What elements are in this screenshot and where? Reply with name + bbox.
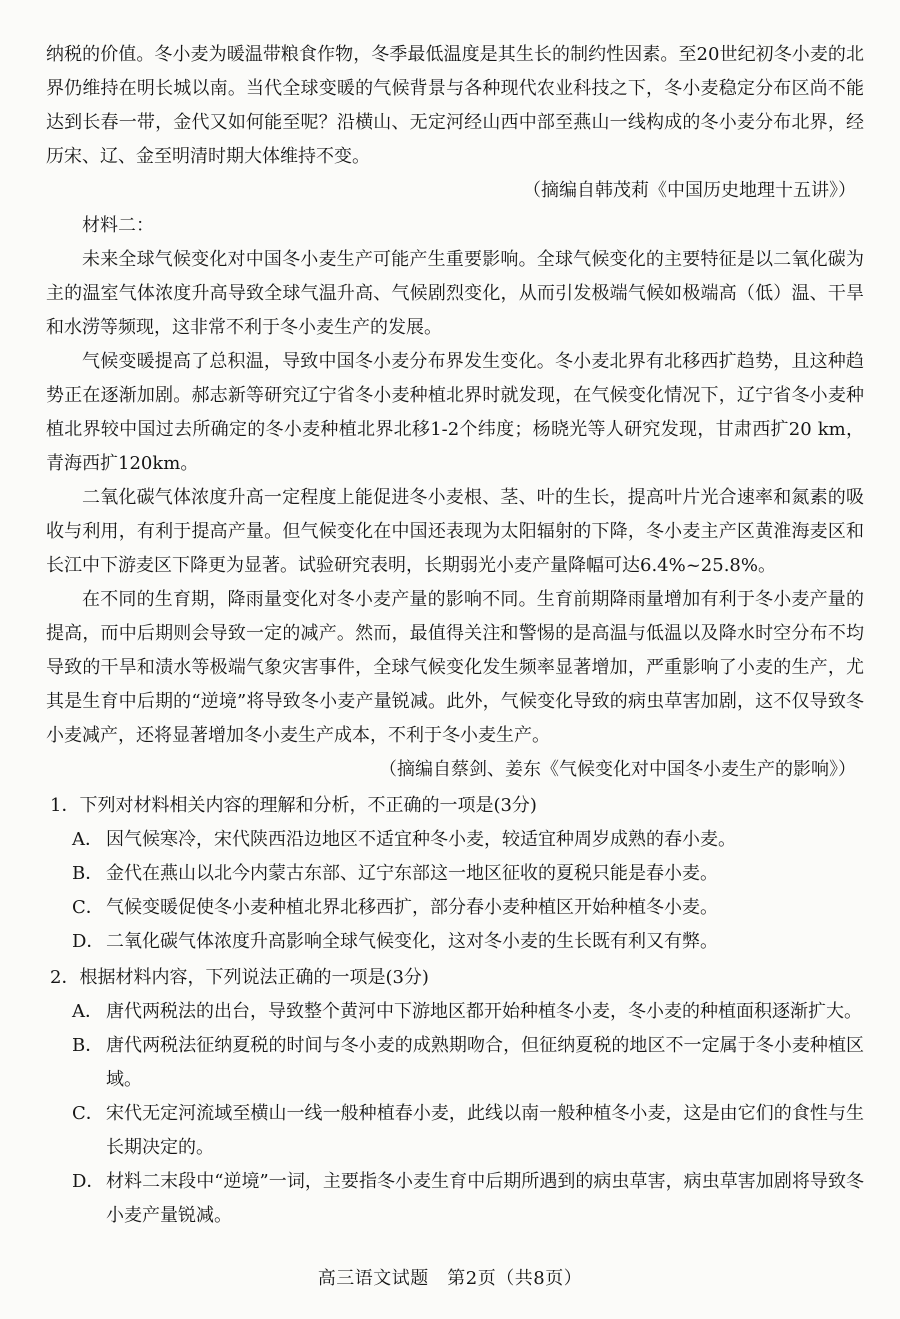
question-2-option-c[interactable] xyxy=(46,1097,864,1165)
question-1-stem: 1．下列对材料相关内容的理解和分析，不正确的一项是(3分) xyxy=(50,795,537,816)
page-footer: 高三语文试题 第2页（共8页） xyxy=(317,1268,583,1289)
question-1-option-c[interactable] xyxy=(46,891,864,925)
option-letter: B． xyxy=(72,1035,104,1056)
material2-heading: 材料二： xyxy=(82,215,154,236)
material1-source: （摘编自韩茂莉《中国历史地理十五讲》） xyxy=(523,180,856,201)
question-2-option-d[interactable] xyxy=(46,1165,864,1233)
material2-paragraph: 在不同的生育期，降雨量变化对冬小麦产量的影响不同。生育前期降雨量增加有利于冬小麦产量的提高，而中后期则会导致一定的减产。然而，最值得关注和警惕的是高温与低温以及降水时空分布不均导致的干旱和渍水等极端气象灾害事件，全球气候变化发生频率显著增加，严重影响了小麦的生产，尤其是生育中后期的“逆境”将导致冬小麦产量锐减。此外，气候变化导致的病虫草害加剧，这不仅导致冬小麦减产，还将显著增加冬小麦生产成本，不利于冬小麦生产。 xyxy=(46,589,864,746)
option-letter: C． xyxy=(72,1103,104,1124)
option-letter: D． xyxy=(72,931,105,952)
question-2-option-a[interactable] xyxy=(46,995,864,1029)
option-text: 金代在燕山以北今内蒙古东部、辽宁东部这一地区征收的夏税只能是春小麦。 xyxy=(106,863,718,884)
question-1-option-b[interactable] xyxy=(46,857,864,891)
option-text: 材料二末段中“逆境”一词，主要指冬小麦生育中后期所遇到的病虫草害，病虫草害加剧将导致冬小麦产量锐减。 xyxy=(106,1171,864,1226)
question-2-option-b[interactable] xyxy=(46,1029,864,1097)
exam-page xyxy=(46,38,864,1233)
option-letter: C． xyxy=(72,897,104,918)
material2-paragraph: 未来全球气候变化对中国冬小麦生产可能产生重要影响。全球气候变化的主要特征是以二氧化碳为主的温室气体浓度升高导致全球气温升高、气候剧烈变化，从而引发极端气候如极端高（低）温、干旱和水涝等频现，这非常不利于冬小麦生产的发展。 xyxy=(46,249,864,338)
option-letter: D． xyxy=(72,1171,105,1192)
option-letter: B． xyxy=(72,863,104,884)
question-1 xyxy=(46,789,864,959)
material2-paragraph: 气候变暖提高了总积温，导致中国冬小麦分布界发生变化。冬小麦北界有北移西扩趋势，且这种趋势正在逐渐加剧。郝志新等研究辽宁省冬小麦种植北界时就发现，在气候变化情况下，辽宁省冬小麦种植北界较中国过去所确定的冬小麦种植北界北移1-2个纬度；杨晓光等人研究发现，甘肃西扩20 km，青海西扩120km。 xyxy=(46,351,864,474)
option-text: 二氧化碳气体浓度升高影响全球气候变化，这对冬小麦的生长既有利又有弊。 xyxy=(106,931,718,952)
question-1-option-d[interactable] xyxy=(46,925,864,959)
option-text: 气候变暖促使冬小麦种植北界北移西扩，部分春小麦种植区开始种植冬小麦。 xyxy=(106,897,718,918)
option-text: 唐代两税法征纳夏税的时间与冬小麦的成熟期吻合，但征纳夏税的地区不一定属于冬小麦种植区域。 xyxy=(106,1035,864,1090)
material2-paragraph: 二氧化碳气体浓度升高一定程度上能促进冬小麦根、茎、叶的生长，提高叶片光合速率和氮素的吸收与利用，有利于提高产量。但气候变化在中国还表现为太阳辐射的下降，冬小麦主产区黄淮海麦区和长江中下游麦区下降更为显著。试验研究表明，长期弱光小麦产量降幅可达6.4%~25.8%。 xyxy=(46,487,864,576)
option-letter: A． xyxy=(72,1001,103,1022)
question-1-option-a[interactable] xyxy=(46,823,864,857)
question-2-stem: 2．根据材料内容，下列说法正确的一项是(3分) xyxy=(50,967,429,988)
option-text: 宋代无定河流域至横山一线一般种植春小麦，此线以南一般种植冬小麦，这是由它们的食性与生长期决定的。 xyxy=(106,1103,864,1158)
option-text: 因气候寒冷，宋代陕西沿边地区不适宜种冬小麦，较适宜种周岁成熟的春小麦。 xyxy=(106,829,736,850)
option-letter: A． xyxy=(72,829,103,850)
question-2 xyxy=(46,961,864,1233)
material1-tail-paragraph: 纳税的价值。冬小麦为暖温带粮食作物，冬季最低温度是其生长的制约性因素。至20世纪初冬小麦的北界仍维持在明长城以南。当代全球变暖的气候背景与各种现代农业科技之下，冬小麦稳定分布区尚不能达到长春一带，金代又如何能至呢？沿横山、无定河经山西中部至燕山一线构成的冬小麦分布北界，经历宋、辽、金至明清时期大体维持不变。 xyxy=(46,44,864,167)
option-text: 唐代两税法的出台，导致整个黄河中下游地区都开始种植冬小麦，冬小麦的种植面积逐渐扩大。 xyxy=(106,1001,862,1022)
material2-source: （摘编自蔡剑、姜东《气候变化对中国冬小麦生产的影响》） xyxy=(379,759,856,780)
